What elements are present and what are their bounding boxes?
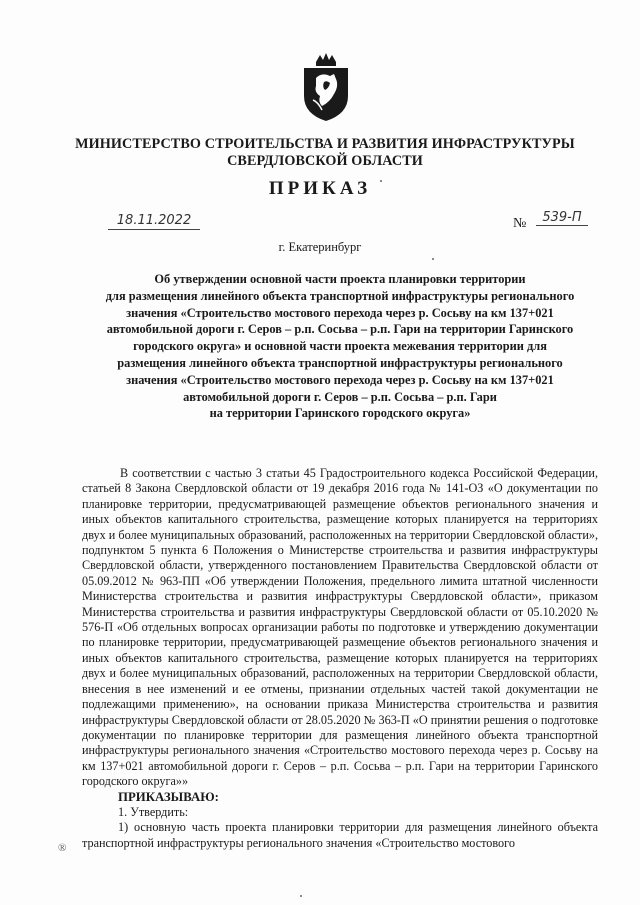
preamble-paragraph: В соответствии с частью 3 статьи 45 Градостроительного кодекса Российской Федерации, статьей 8 Закона Свердловской области от 19 декабря 2016 года № 141-ОЗ «О документации по планировке территории, предусматривающей размещение объектов регионального значения и иных объектов капитального строительства, размещение которых планируется на территориях двух и более муниципальных образований, расположенных на территории Свердловской области», подпунктом 5 пункта 6 Положения о Министерстве строительства и развития инфраструктуры Свердловской области, утвержденного постановлением Правительства Свердловской области от 05.09.2012 № 963-ПП «Об утверждении Положения, предельного лимита штатной численности Министерства строительства и развития инфраструктуры Свердловской области», приказом Министерства строительства и развития инфраструктуры Свердловской области от 05.10.2020 № 576-П «Об отдельных вопросах организации работы по подготовке и утверждению документации по планировке территории, предусматривающей размещение объектов регионального значения и иных объектов капитального строительства, размещение которых планируется на территориях двух и более муниципальных образований, расположенных на территории Свердловской области, внесения в нее изменений и ее отмены, признании отдельных частей такой документации не подлежащими применению», на основании приказа Министерства строительства и развития инфраструктуры Свердловской области от 28.05.2020 № 363-П «О принятии решения о подготовке документации по планировке территории для размещения линейного объекта транспортной инфраструктуры регионального значения «Строительство мостового перехода через р. Сосьву на км 137+021 автомобильной дороги г. Серов – р.п. Сосьва – р.п. Гари на территории Гаринского городского округа»» bbox=[82, 466, 598, 789]
subject-line: городского округа» и основной части проекта межевания территории для bbox=[133, 339, 547, 354]
subject-line: Об утверждении основной части проекта планировки территории bbox=[154, 272, 526, 286]
subject-line: для размещения линейного объекта транспортной инфраструктуры регионального bbox=[105, 288, 575, 303]
scan-speck bbox=[380, 180, 382, 182]
ministry-title-line1: МИНИСТЕРСТВО СТРОИТЕЛЬСТВА И РАЗВИТИЯ ИНФРАСТРУКТУРЫ bbox=[75, 136, 575, 152]
document-type-heading: ПРИКАЗ bbox=[268, 178, 372, 199]
order-body bbox=[82, 466, 598, 851]
subject-line: на территории Гаринского городского округа» bbox=[209, 406, 471, 421]
order-number: 539-П bbox=[536, 210, 588, 226]
order-directive: ПРИКАЗЫВАЮ: bbox=[118, 789, 219, 804]
coat-of-arms-emblem bbox=[296, 52, 356, 122]
ministry-title bbox=[60, 136, 590, 170]
subject-line: значения «Строительство мостового перехода через р. Сосьву на км 137+021 bbox=[126, 372, 554, 387]
item-1-1: 1) основную часть проекта планировки территории для размещения линейного объекта транспортной инфраструктуры регионального значения «Строительство мостового bbox=[82, 820, 598, 850]
subject-line: автомобильной дороги г. Серов – р.п. Сосьва – р.п. Гари на территории Гаринского bbox=[106, 322, 574, 337]
subject-line: значения «Строительство мостового перехода через р. Сосьву на км 137+021 bbox=[126, 305, 554, 320]
item-1: 1. Утвердить: bbox=[118, 804, 189, 819]
city-line: г. Екатеринбург bbox=[278, 240, 362, 254]
subject-line: автомобильной дороги г. Серов – р.п. Сосьва – р.п. Гари bbox=[183, 389, 497, 404]
ministry-title-line2: СВЕРДЛОВСКОЙ ОБЛАСТИ bbox=[227, 153, 423, 169]
number-sign: № bbox=[513, 216, 527, 231]
margin-mark: ® bbox=[58, 842, 67, 854]
order-date: 18.11.2022 bbox=[108, 213, 200, 230]
order-subject bbox=[60, 271, 620, 422]
scan-speck bbox=[300, 895, 302, 897]
scan-speck bbox=[432, 258, 434, 260]
subject-line: размещения линейного объекта транспортной инфраструктуры регионального bbox=[117, 355, 563, 370]
